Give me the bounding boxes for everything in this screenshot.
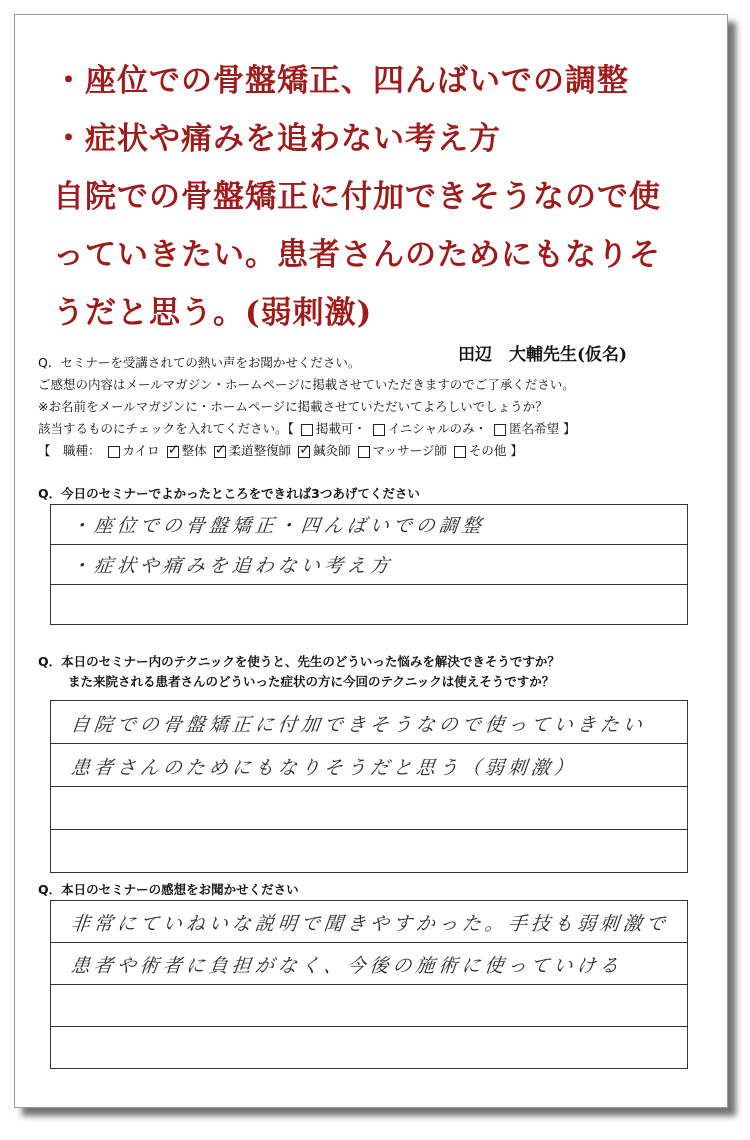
chiro-label: カイロ [122,443,160,458]
question-2 [38,652,688,692]
name-note: ※お名前をメールマガジンに・ホームページに掲載させていただいてよろしいでしょうか？ [38,399,548,414]
anonymous-label: 匿名希望 [509,421,560,436]
bracket-close: 】 [563,421,576,436]
massage-label: マッサージ師 [372,443,447,458]
question-voice: Q．セミナーを受講されての熱い声をお聞かせください。 [38,355,361,370]
answer-row [51,585,687,624]
other-label: その他 [468,443,507,458]
answer-row [51,744,687,787]
answer-row [51,701,687,744]
answer-row [51,830,687,872]
answer-box-2 [50,700,688,873]
checkbox-initial[interactable] [373,424,385,436]
handwritten-answer: 自院での骨盤矯正に付加できそうなので使っていきたい [69,714,648,736]
job-close: 】 [510,443,523,458]
answer-row [51,901,687,943]
headline-line-5: うだと思う。(弱刺激) [53,295,373,331]
headline-line-4: っていきたい。患者さんのためにもなりそ [53,237,661,273]
answer-box-1 [50,504,688,625]
checkbox-other[interactable] [454,446,466,458]
headline-line-1: ・座位での骨盤矯正、四んばいでの調整 [53,63,629,99]
headline-line-3: 自院での骨盤矯正に付加できそうなので使 [53,179,661,215]
answer-row [51,985,687,1027]
job-label: 【 職種： [38,443,101,458]
acupuncture-label: 鍼灸師 [313,443,351,458]
judo-label: 柔道整復師 [228,443,292,458]
handwritten-answer: 非常にていねいな説明で聞きやすかった。手技も弱刺激で [69,913,671,935]
job-options [38,440,678,462]
question-2-line-2: また来院される患者さんのどういった症状の方に今回のテクニックは使えそうですか？ [68,674,555,689]
handwritten-answer: 患者さんのためにもなりそうだと思う（弱刺激） [69,757,579,779]
question-2-line-1: Q．本日のセミナー内のテクニックを使うと、先生のどういった悩みを解決できそうですか？ [38,654,560,669]
answer-row [51,943,687,985]
publish-label: 掲載可・ [315,421,366,436]
answer-row [51,787,687,830]
checkbox-anonymous[interactable] [494,424,506,436]
checkbox-acupuncture[interactable] [298,446,310,458]
answer-row [51,545,687,585]
check-intro: 該当するものにチェックを入れてください。【 [38,421,294,436]
checkbox-massage[interactable] [358,446,370,458]
question-1: Q．今日のセミナーでよかったところをできれば3つあげてください [38,486,420,501]
question-3: Q．本日のセミナーの感想をお聞かせください [38,882,299,897]
checkbox-publish[interactable] [301,424,313,436]
handwritten-answer: 患者や術者に負担がなく、今後の施術に使っていける [69,955,624,977]
form-header [38,352,678,462]
initial-label: イニシャルのみ・ [387,421,488,436]
handwritten-answer: ・座位での骨盤矯正・四んばいでの調整 [69,515,487,537]
checkbox-judo[interactable] [214,446,226,458]
publish-note: ご感想の内容はメールマガジン・ホームページに掲載させていただきますのでご了承ください。 [38,377,575,392]
publish-options [38,418,678,440]
seitai-label: 整体 [181,443,207,458]
handwritten-answer: ・症状や痛みを追わない考え方 [69,555,395,577]
teacher-name: 田辺 大輔先生(仮名) [458,345,628,365]
checkbox-chiro[interactable] [108,446,120,458]
checkbox-seitai[interactable] [167,446,179,458]
answer-row [51,1027,687,1068]
answer-row [51,505,687,545]
answer-box-3 [50,900,688,1069]
headline-line-2: ・症状や痛みを追わない考え方 [53,121,501,157]
